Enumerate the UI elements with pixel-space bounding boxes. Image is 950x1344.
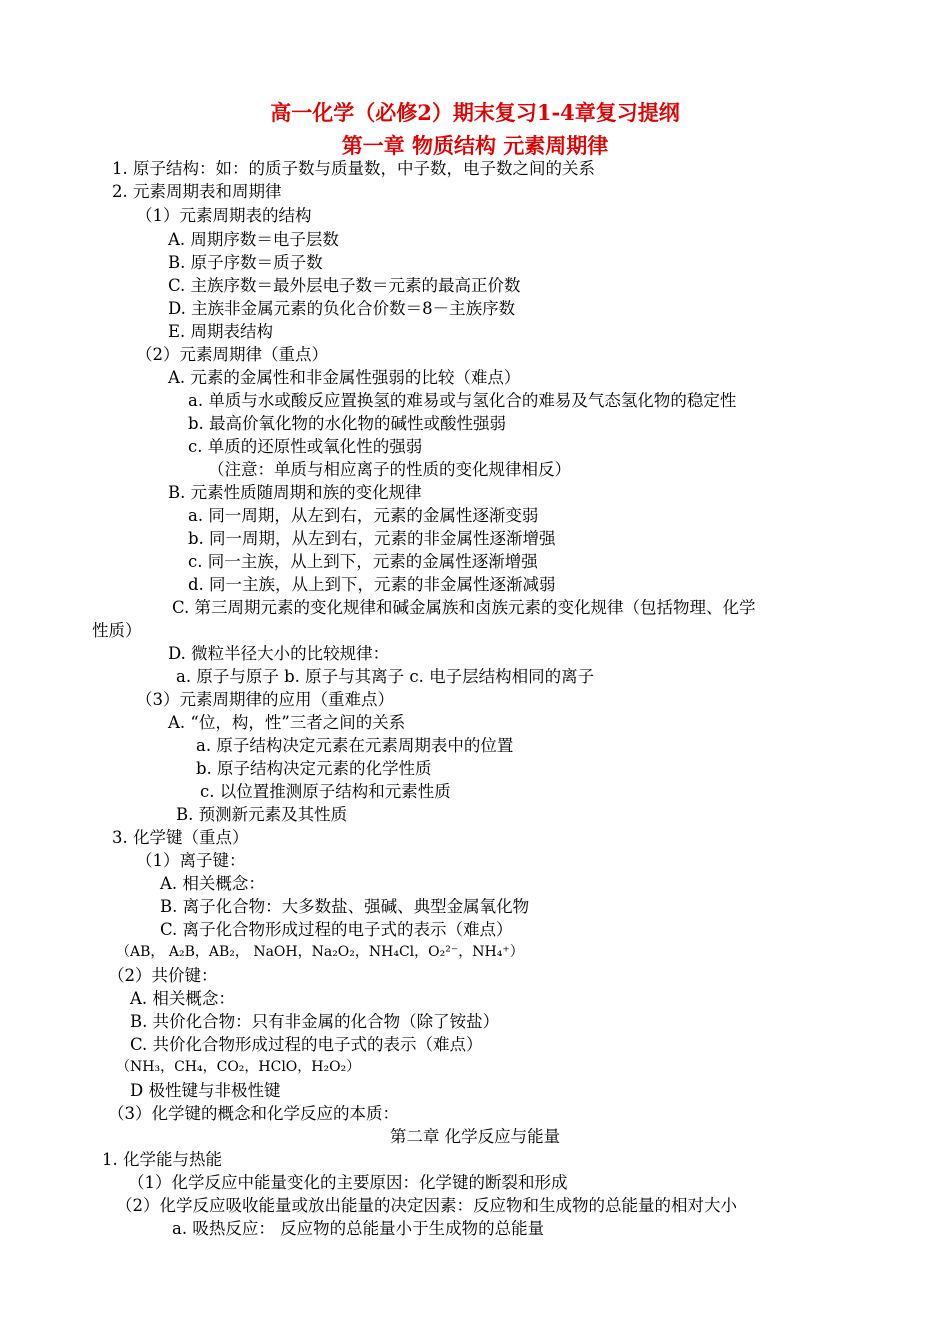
text-line: a. 原子与原子 b. 原子与其离子 c. 电子层结构相同的离子	[176, 667, 595, 686]
text-line: 3. 化学键（重点）	[112, 828, 249, 847]
text-line: a. 吸热反应： 反应物的总能量小于生成物的总能量	[172, 1219, 545, 1238]
text-line: （1）元素周期表的结构	[136, 206, 312, 225]
text-line: A. 相关概念：	[130, 989, 235, 1008]
text-line: C. 第三周期元素的变化规律和碱金属族和卤族元素的变化规律（包括物理、化学	[172, 598, 756, 617]
text-line: c. 单质的还原性或氧化性的强弱	[188, 437, 423, 456]
text-line: 1. 化学能与热能	[102, 1150, 222, 1169]
text-line: a. 同一周期，从左到右，元素的金属性逐渐变弱	[188, 506, 539, 525]
text-line: （1）离子键：	[136, 851, 246, 870]
formula-line: （NH₃，CH₄，CO₂，HClO，H₂O₂）	[116, 1059, 361, 1075]
text-line: A. “位，构，性”三者之间的关系	[168, 713, 406, 732]
text-line: 2. 元素周期表和周期律	[112, 182, 282, 201]
text-line: D. 主族非金属元素的负化合价数＝8－主族序数	[168, 299, 516, 318]
text-line: d. 同一主族，从上到下，元素的非金属性逐渐减弱	[188, 575, 556, 594]
text-line: E. 周期表结构	[168, 322, 274, 341]
text-line: b. 同一周期，从左到右，元素的非金属性逐渐增强	[188, 529, 556, 548]
text-line: A. 相关概念：	[160, 874, 265, 893]
text-line: b. 原子结构决定元素的化学性质	[196, 759, 432, 778]
text-line: （2）共价键：	[108, 966, 218, 985]
text-line: B. 预测新元素及其性质	[176, 805, 348, 824]
text-line: B. 共价化合物：只有非金属的化合物（除了铵盐）	[130, 1012, 500, 1031]
text-line: 1. 原子结构：如：的质子数与质量数，中子数，电子数之间的关系	[112, 159, 595, 178]
text-line: C. 共价化合物形成过程的电子式的表示（难点）	[130, 1035, 483, 1054]
text-line: D. 微粒半径大小的比较规律：	[168, 644, 390, 663]
text-line: a. 原子结构决定元素在元素周期表中的位置	[196, 736, 514, 755]
formula-line: （AB， A₂B，AB₂， NaOH，Na₂O₂，NH₄Cl，O₂²⁻，NH₄⁺）	[116, 944, 524, 960]
text-line: B. 离子化合物：大多数盐、强碱、典型金属氧化物	[160, 897, 530, 916]
text-line: （3）元素周期律的应用（重难点）	[136, 690, 394, 709]
chapter-1-title: 第一章 物质结构 元素周期律	[341, 133, 609, 158]
text-line: C. 离子化合物形成过程的电子式的表示（难点）	[160, 920, 513, 939]
text-line: D 极性键与非极性键	[130, 1081, 281, 1100]
document-title: 高一化学（必修2）期末复习1-4章复习提纲	[270, 100, 680, 125]
text-line: B. 原子序数＝质子数	[168, 253, 323, 272]
text-line: c. 以位置推测原子结构和元素性质	[200, 782, 451, 801]
text-line: （3）化学键的概念和化学反应的本质：	[108, 1104, 399, 1123]
text-line: c. 同一主族，从上到下，元素的金属性逐渐增强	[188, 552, 538, 571]
text-line: a. 单质与水或酸反应置换氢的难易或与氢化合的难易及气态氢化物的稳定性	[188, 391, 737, 410]
text-line: C. 主族序数＝最外层电子数＝元素的最高正价数	[168, 276, 521, 295]
chapter-2-title: 第二章 化学反应与能量	[389, 1127, 561, 1146]
text-line: b. 最高价氧化物的水化物的碱性或酸性强弱	[188, 414, 507, 433]
text-line: （注意：单质与相应离子的性质的变化规律相反）	[208, 460, 571, 479]
text-line: B. 元素性质随周期和族的变化规律	[168, 483, 422, 502]
text-line: （1）化学反应中能量变化的主要原因：化学键的断裂和形成	[128, 1173, 568, 1192]
text-line: （2）元素周期律（重点）	[136, 345, 328, 364]
text-line: A. 周期序数＝电子层数	[168, 230, 339, 249]
text-line: A. 元素的金属性和非金属性强弱的比较（难点）	[168, 368, 521, 387]
text-line: 性质）	[92, 621, 142, 640]
text-line: （2）化学反应吸收能量或放出能量的决定因素：反应物和生成物的总能量的相对大小	[116, 1196, 737, 1215]
